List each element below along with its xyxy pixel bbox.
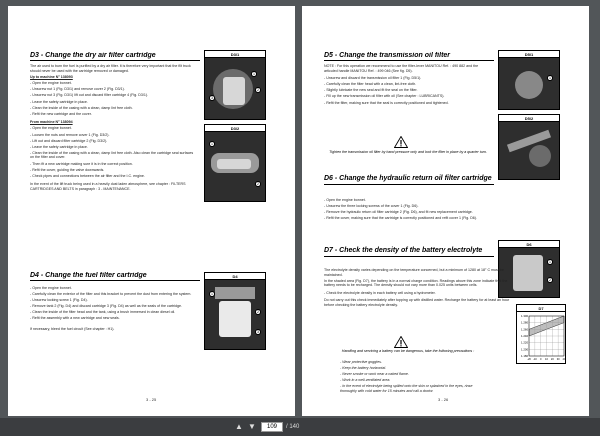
step-item: - Leave the safety cartridge in place. (30, 144, 88, 149)
section-title-d6: D6 - Change the hydraulic return oil filter cartridge (324, 174, 494, 185)
precaution-item: - Never smoke or work near a naked flame. (340, 372, 409, 377)
callout-2: 2 (255, 181, 261, 187)
step-item: - Loosen the nuts and remove cover 1 (Fig. D3/2). (30, 132, 110, 137)
step-item: - Open the engine bonnet. (30, 126, 72, 131)
step-item: - Clean the inside of the casing with a clean, damp lint free cloth. (30, 105, 133, 110)
step-item: - Unscrew locking screw 1 (Fig. D4). (30, 298, 88, 303)
step-item: - Carefully clean the exterior of the filter and this bracket to prevent the dust from entering the system. (30, 292, 192, 297)
figure-d5-1 (498, 50, 560, 110)
callout-2: 2 (547, 277, 553, 283)
d7-para-3: - Check the electrolyte density in each battery cell using a hydrometer. (324, 290, 436, 295)
step-item: - Refit the new cartridge and the cover. (30, 111, 92, 116)
x-tick-label: 20 (550, 358, 554, 361)
section-title-d4: D4 - Change the fuel filter cartridge (30, 272, 200, 281)
y-tick-label: 1.240 (521, 334, 528, 338)
x-tick-label: -10 (532, 358, 537, 361)
step-item: - Unscrew nut 1 (Fig. D3/1) and remove cover 2 (Fig. D3/1). (30, 87, 125, 92)
callout-2: 2 (255, 87, 261, 93)
y-tick-label: 1.280 (521, 320, 528, 325)
figure-d5-2 (498, 114, 560, 180)
d3-steps-list-1 (30, 81, 198, 116)
precaution-item: - Work in a well-ventilated area. (340, 378, 391, 383)
x-tick-label: -20 (527, 358, 531, 361)
callout-2: 2 (255, 309, 261, 315)
figure-d4 (204, 272, 266, 350)
step-item: - Then fit a new cartridge making sure it is in the correct position. (30, 161, 133, 166)
filter-cartridge-shape (223, 77, 245, 105)
d5-warning-text: Tighten the transmission oil filter by hand pressure only and lock the filter in place by a quarter turn. (329, 150, 487, 154)
density-chart-svg (517, 312, 567, 365)
oil-filter-shape (515, 71, 543, 99)
next-page-button[interactable]: ▼ (248, 422, 256, 431)
figure-d7-density-chart (516, 304, 566, 364)
page-number: 3 - 25 (146, 397, 157, 402)
section-d6-body (324, 198, 492, 222)
section-title-d7: D7 - Check the density of the battery electrolyte (324, 246, 494, 257)
d7-para-2: In the shaded area (Fig. D7), the battery is in a normal charge condition. Readings above this zone indicate that the battery needs to be recharged. The density should not vary more than 0.025 units between cells. (324, 278, 508, 288)
precaution-item: - In the event of electrolyte being spilled onto the skin or splashed in the eyes, rinse thoroughly with cold water for 15 minutes and call a doctor. (340, 384, 473, 393)
section-title-d5: D5 - Change the transmission oil filter (324, 52, 494, 61)
step-item: - Refit the assembly with a new cartridge and new seals. (30, 316, 120, 321)
figure-label: D5/1 (499, 51, 559, 58)
d3-subheading-1: Up to machine N° 138093 (30, 75, 73, 80)
x-tick-label: 10 (545, 358, 548, 361)
viewer-toolbar (0, 418, 600, 436)
d3-intro: The air used to burn the fuel is purified by a dry air filter. It is therefore very important that the filt truck should never be used with the cartridge removed or damaged. (30, 64, 191, 73)
fuel-tank-shape (219, 301, 251, 337)
d7-precautions-list (340, 360, 490, 394)
y-tick-label: 1.220 (521, 340, 528, 345)
step-item: - Refit the cover, guiding the valve downwards. (30, 167, 105, 172)
d7-precautions (340, 360, 490, 395)
d3-subheading-2: From machine N° 138094 (30, 120, 73, 125)
step-item: - Clean the inside of the casing with a clean, damp lint free cloth. Also clean the cartridge seal surfaces on the filter and cover. (30, 150, 194, 160)
step-item: - Fill up the new transmission oil filter with oil (See chapter : LUBRICANTS). (324, 94, 445, 99)
figure-label: D4 (205, 273, 265, 280)
previous-page-button[interactable]: ▲ (235, 422, 243, 431)
figure-label: D3/2 (205, 125, 265, 132)
d4-note: If necessary, bleed the fuel circuit (See chapter : H1). (30, 327, 115, 332)
callout-1: 1 (209, 141, 215, 147)
step-item: - Remove the hydraulic return oil filter cartridge 2 (Fig. D6), and fit new replacement cartridge. (324, 210, 473, 215)
step-item: - Check pipes and connections between the air filter and the I.C. engine. (30, 173, 145, 178)
y-tick-label: 1.260 (521, 327, 528, 332)
page-total: / 140 (286, 424, 300, 430)
d4-steps-list (30, 286, 198, 321)
figure-label: D7 (517, 305, 565, 312)
step-item: - Refit the cover, making sure that the cartridge is correctly positioned and refit cover 1 (Fig. D6). (324, 216, 477, 221)
step-item: - Open the engine bonnet. (30, 81, 72, 86)
y-tick-label: 1.300 (521, 314, 528, 318)
oil-filter-shape (529, 145, 551, 167)
precaution-item: - Wear protective goggles. (340, 360, 382, 364)
section-title-d3: D3 - Change the dry air filter cartridge (30, 52, 200, 61)
step-item: - Slightly lubricate the new seal and fit the seal on the filter. (324, 88, 418, 93)
step-item: - Remove tank 2 (Fig. D4) and discard cartridge 3 (Fig. D4) as well as the seals of the cartridge. (30, 304, 182, 309)
figure-label: D3/1 (205, 51, 265, 58)
callout-3: 3 (209, 95, 215, 101)
figure-label: D5/2 (499, 115, 559, 122)
x-tick-label: 0 (539, 358, 542, 361)
d3-steps-list-2 (30, 126, 198, 178)
x-tick-label: 30 (556, 358, 560, 361)
step-item: - Unscrew nut 3 (Fig. D3/1) lift out and discard filter cartridge 4 (Fig. D3/1). (30, 93, 149, 98)
warning-icon (394, 336, 408, 348)
d7-warning-title: Handling and servicing a battery can be dangerous, take the following precautions : (341, 349, 475, 353)
step-item: - Lift out and discard filter cartridge 2 (Fig. D3/2). (30, 138, 108, 143)
d5-steps-list (324, 76, 492, 105)
step-item: - Carefully clean the filter head with a clean, lint-free cloth. (324, 82, 417, 87)
figure-label: D6 (499, 241, 559, 248)
section-d5-body (324, 64, 492, 107)
step-item: - Clean the inside of the filter head and the tank, using a brush immersed in clean diesel oil. (30, 310, 176, 315)
figure-d3-2 (204, 124, 266, 202)
callout-1: 1 (251, 71, 257, 77)
y-tick-label: 1.200 (521, 347, 528, 352)
section-d3-body (30, 64, 198, 193)
callout-1: 1 (547, 75, 553, 81)
d3-note: In the event of the lift truck being used in a heavily dust laden atmosphere, see chapter : FILTERS CARTRIDGES AND BELTS in paragraph : 3 - MAINTENANCE. (30, 182, 186, 191)
page-number: 3 - 26 (438, 397, 449, 402)
callout-3: 3 (255, 329, 261, 335)
warning-icon (394, 136, 408, 148)
d5-note: NOTE : For this operation we recommend to use the filter-lever MANITOU Ref. : 490 882 and the articuled handle MANITOU Ref. : 499 046 (See fig. D5). (324, 64, 479, 73)
step-item: - Refit the filter, making sure that the seal is correctly positioned and tightened. (324, 100, 449, 105)
step-item: - Open the engine bonnet. (30, 286, 72, 290)
return-filter-shape (513, 255, 543, 291)
d6-steps-list (324, 198, 492, 221)
callout-1: 1 (547, 259, 553, 265)
precaution-item: - Keep the battery horizontal. (340, 366, 387, 371)
figure-d3-1 (204, 50, 266, 120)
y-tick-label: 1.180 (521, 354, 528, 358)
step-item: - Leave the safety cartridge in place. (30, 99, 88, 104)
step-item: - Unscrew the three locking screws of the cover 1 (Fig. D6). (324, 204, 419, 209)
d7-para-4: Do not carry out this check immediately after topping up with distilled water. Recharge the battery for at least an hour before checking the battery electrolyte density. (324, 298, 510, 308)
document-page-right (302, 6, 589, 416)
document-page-left (8, 6, 295, 416)
callout-1: 1 (209, 291, 215, 297)
section-d7-body (324, 268, 510, 309)
filter-head-shape (215, 287, 255, 299)
page-number-input[interactable]: 109 (261, 422, 283, 432)
x-tick-label: 40 (562, 358, 566, 361)
step-item: - Open the engine bonnet. (324, 198, 366, 202)
filter-cartridge-shape (217, 159, 251, 169)
section-d4-body (30, 286, 198, 333)
d7-para-1: The electrolyte density varies depending on the temperature concerned, but a minimum of 1280 at 18° C must be maintained. (324, 268, 504, 277)
step-item: - Unscrew and discard the transmission oil filter 1 (Fig. D5/1). (324, 76, 422, 81)
